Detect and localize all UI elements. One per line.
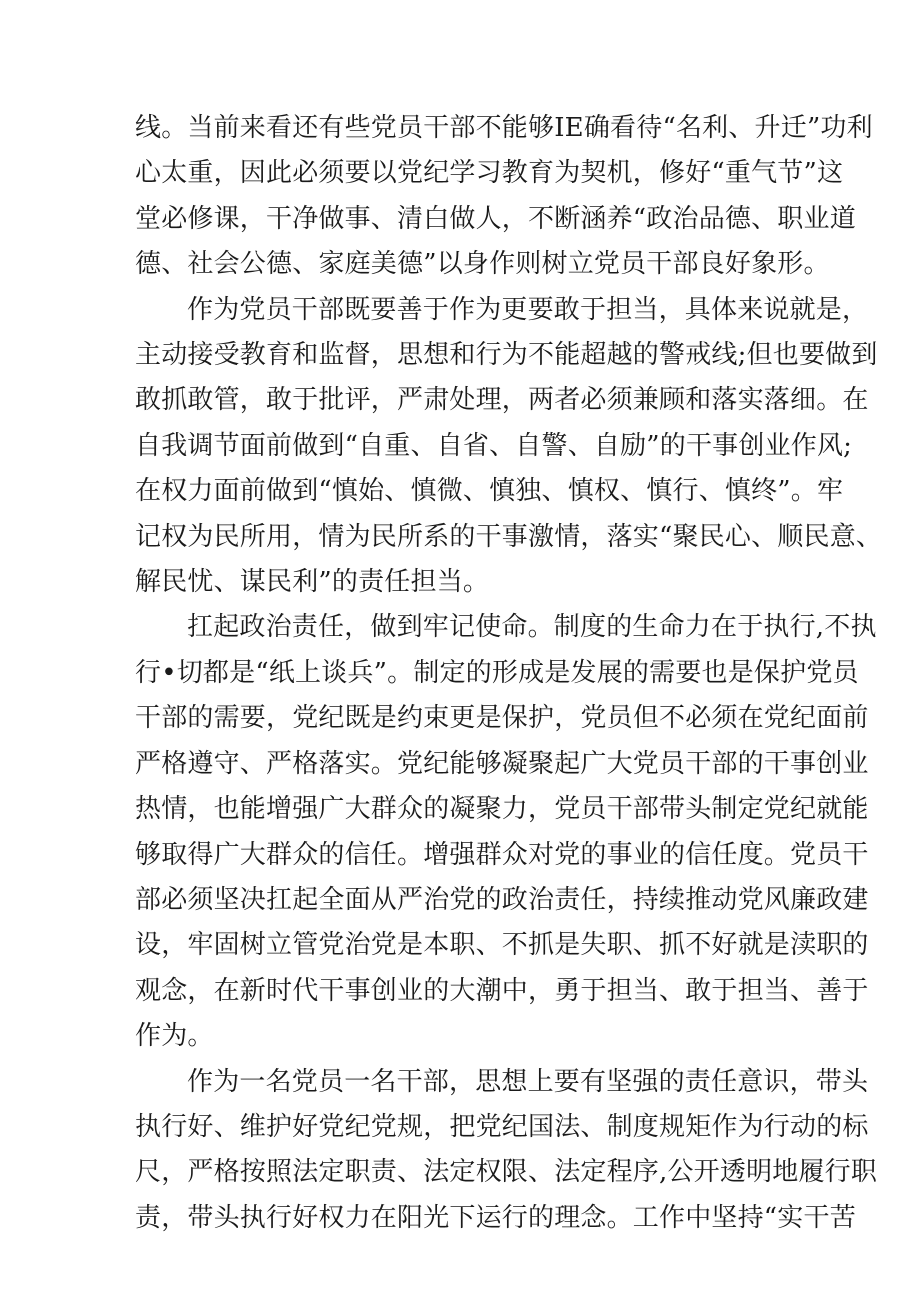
text-line: 够取得广大群众的信任。增强群众对党的事业的信任度。党员干 (135, 839, 869, 870)
text-line: 责，带头执行好权力在阳光下运行的理念。工作中坚持“实干苦 (135, 1202, 856, 1233)
text-line: 作为。 (135, 1021, 214, 1052)
text-line: 执行好、维护好党纪党规，把党纪国法、制度规矩作为行动的标 (135, 1111, 869, 1142)
text-line: 作为一名党员一名干部，思想上要有坚强的责任意识，带头 (187, 1066, 869, 1097)
text-line: 作为党员干部既要善于作为更要敢于担当，具体来说就是， (187, 294, 869, 325)
text-line: 解民忧、谋民利”的责任担当。 (135, 567, 490, 598)
text-line: 尺，严格按照法定职责、法定权限、法定程序,公开透明地履行职 (135, 1157, 878, 1188)
text-line: 干部的需要，党纪既是约束更是保护，党员但不必须在党纪面前 (135, 703, 869, 734)
text-line: 热情，也能增强广大群众的凝聚力，党员干部带头制定党纪就能 (135, 794, 869, 825)
text-line: 主动接受教育和监督，思想和行为不能超越的警戒线;但也要做到 (135, 340, 878, 371)
document-body (135, 106, 883, 1241)
paragraph-4 (135, 1060, 878, 1242)
text-line: 观念，在新时代干事创业的大潮中，勇于担当、敢于担当、善于 (135, 975, 869, 1006)
text-line: 德、社会公德、家庭美德”以身作则树立党员干部良好象形。 (135, 249, 830, 280)
text-line: 敢抓敢管，敢于批评，严肃处理，两者必须兼顾和落实落细。在 (135, 385, 869, 416)
text-line: 在权力面前做到“慎始、慎微、慎独、慎权、慎行、慎终”。牢 (135, 476, 844, 507)
text-line: 线。当前来看还有些党员干部不能够IE确看待“名利、升迁”功利 (135, 113, 873, 143)
text-line: 设，牢固树立管党治党是本职、不抓是失职、抓不好就是渎职的 (135, 930, 869, 961)
text-line: 严格遵守、严格落实。党纪能够凝聚起广大党员干部的干事创业 (135, 748, 869, 779)
text-line: 心太重，因此必须要以党纪学习教育为契机，修好“重气节”这 (135, 158, 844, 189)
text-line: 部必须坚决扛起全面从严治党的政治责任，持续推动党风廉政建 (135, 884, 869, 915)
text-line: 扛起政治责任，做到牢记使命。制度的生命力在于执行,不执 (187, 612, 877, 643)
text-line: 自我调节面前做到“自重、自省、自警、自励”的干事创业作风; (135, 430, 853, 461)
text-line: 堂必修课，干净做事、清白做人，不断涵养“政治品德、职业道 (135, 203, 856, 234)
text-line: 记权为民所用，情为民所系的干事激情，落实“聚民心、顺民意、 (135, 521, 883, 552)
paragraph-1 (135, 106, 873, 288)
paragraph-2 (135, 288, 883, 606)
paragraph-3 (135, 605, 877, 1059)
text-line: 行•切都是“纸上谈兵”。制定的形成是发展的需要也是保护党员 (135, 657, 859, 688)
